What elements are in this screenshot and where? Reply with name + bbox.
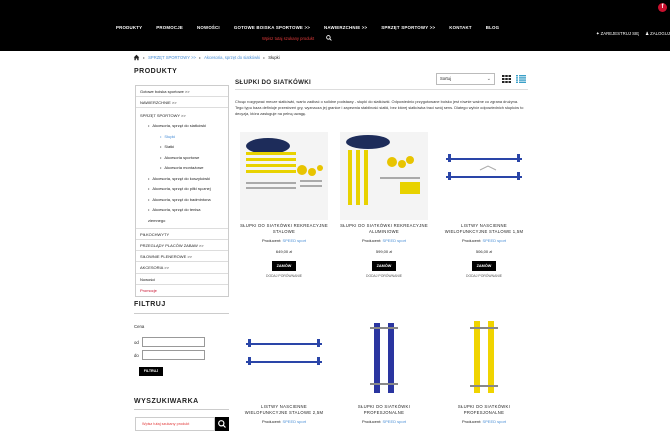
sidebar-item-silownie[interactable]: SIŁOWNIE PLENEROWE >> [136, 251, 228, 262]
product-name[interactable]: LISTWY NASCIENNE WIELOFUNKCYJNE STALOWE 2,5M [244, 404, 324, 415]
facebook-icon[interactable]: f [658, 3, 667, 12]
product-image[interactable] [240, 132, 328, 220]
product-card[interactable] [240, 313, 328, 424]
sidebar-sub-siatki[interactable]: • Siatki [160, 142, 224, 153]
sidebar-sub-akcesoria-sportowe[interactable]: • Akcesoria sportowe [160, 153, 224, 164]
search-icon [215, 417, 229, 431]
product-producer: Producent: SPEED sport [461, 238, 507, 243]
list-view-icon[interactable] [516, 75, 526, 83]
sort-value: Sortuj [440, 76, 451, 81]
breadcrumb-separator: ▸ [143, 55, 146, 60]
nav-nawierzchnie[interactable]: NAWIERZCHNIE >> [324, 25, 368, 30]
product-image[interactable] [340, 132, 428, 220]
header-search [262, 35, 332, 41]
sidebar-sub-koszykowka[interactable]: • Akcesoria, sprzęt do koszykówki [148, 174, 224, 185]
price-label: Cena [134, 324, 145, 329]
sidebar-title: PRODUKTY [134, 68, 178, 75]
product-card[interactable] [440, 313, 528, 424]
product-name[interactable]: SŁUPKI DO SIATKÓWKI REKREACYJNE STALOWE [240, 223, 328, 234]
filter-title: FILTRUJ [134, 301, 166, 308]
price-to-label: do [134, 352, 139, 358]
price-to-input[interactable] [142, 350, 205, 360]
sidebar-item-akcesoria[interactable]: AKCESORIA >> [136, 262, 228, 273]
producer-link[interactable]: SPEED sport [282, 419, 307, 424]
product-card[interactable] [240, 132, 328, 278]
search-icon[interactable] [326, 35, 332, 41]
product-name[interactable]: SŁUPKI DO SIATKÓWKI PROFESJONALNE [457, 404, 511, 415]
sidebar-sub-badminton[interactable]: • Akcesoria, sprzęt do badmintona [148, 195, 224, 206]
producer-link[interactable]: SPEED sport [382, 419, 407, 424]
nav-sprzet[interactable]: SPRZĘT SPORTOWY >> [381, 25, 436, 30]
filter-button[interactable]: FILTRUJ [139, 367, 163, 376]
main-nav [116, 25, 513, 30]
product-price: 599,00 zł [375, 249, 393, 254]
product-name[interactable]: SŁUPKI DO SIATKÓWKI REKREACYJNE ALUMINIOWE [340, 223, 428, 234]
product-name[interactable]: LISTWY NASCIENNE WIELOFUNKCYJNE STALOWE 1,5M [444, 223, 524, 234]
product-image[interactable] [440, 313, 528, 401]
sidebar-sub-slupki[interactable]: • Słupki [160, 132, 224, 143]
product-price: 649,00 zł [275, 249, 293, 254]
sidebar-item-sprzet-label[interactable]: SPRZĘT SPORTOWY >> [140, 113, 186, 119]
sidebar-item-przeglady[interactable]: PRZEGLĄDY PLACÓW ZABAW >> [136, 240, 228, 251]
home-icon[interactable] [133, 54, 140, 61]
sidebar-item-promocje[interactable]: Promocje [140, 287, 157, 293]
buy-button[interactable]: ZAMÓW [472, 261, 496, 271]
breadcrumb-separator: ▸ [263, 55, 266, 60]
compare-link[interactable]: DODAJ PORÓWNANIE [366, 274, 402, 278]
producer-link[interactable]: SPEED sport [482, 419, 507, 424]
buy-button[interactable]: ZAMÓW [372, 261, 396, 271]
grid-view-icon[interactable] [502, 75, 511, 83]
product-image[interactable] [240, 313, 328, 401]
compare-link[interactable]: DODAJ PORÓWNANIE [466, 274, 502, 278]
sidebar-item-sprzet [136, 108, 228, 229]
price-to-row [134, 350, 205, 360]
category-list [135, 85, 229, 297]
buy-button[interactable]: ZAMÓW [272, 261, 296, 271]
nav-blog[interactable]: BLOG [485, 25, 500, 30]
register-link[interactable]: ✦ ZAREJESTRUJ SIĘ [595, 31, 640, 36]
sidebar-sub-pilka-reczna[interactable]: • Akcesoria, sprzęt do piłki ręcznej [148, 184, 224, 195]
account-links [596, 31, 670, 37]
breadcrumb-sprzet[interactable]: SPRZĘT SPORTOWY >> [148, 55, 196, 60]
product-name[interactable]: SŁUPKI DO SIATKÓWKI PROFESJONALNE [357, 404, 411, 415]
product-card[interactable] [340, 132, 428, 278]
category-description: Chcąc rozgrywać mecze siatkówki, warto zadbać o solidne podstawy - słupki do siatkówki. Odpowiednio przygotowane boisko jest równie ważne co zgrana drużyna. Tego typu baza definiuje przestrzeń gry, wyznacza jej granice i zapewnia stabilność siatki, bez której siatkówka traci swój sens. Dlatego wybór odpowiednich słupków to decyzja, która zasługuje na pełną uwagę. [235, 99, 524, 116]
producer-link[interactable]: SPEED sport [482, 238, 507, 243]
divider [134, 313, 229, 314]
producer-link[interactable]: SPEED sport [382, 238, 407, 243]
product-producer: Producent: SPEED sport [261, 238, 307, 243]
product-card[interactable] [340, 313, 428, 424]
search-section-title: WYSZUKIWARKA [134, 398, 199, 405]
header-search-input[interactable]: Wpisz tutaj szukany produkt [262, 35, 315, 41]
chevron-down-icon: ⌄ [486, 76, 491, 82]
login-link[interactable]: ♟ ZALOGUJ [645, 31, 670, 36]
product-image[interactable] [340, 313, 428, 401]
product-image[interactable] [440, 132, 528, 220]
sidebar-sub-siatkowka[interactable]: • Akcesoria, sprzęt do siatkówki [148, 121, 224, 132]
breadcrumb-siatkowka[interactable]: Akcesoria, sprzęt do siatkówki [204, 55, 261, 60]
product-producer: Producent: SPEED sport [361, 419, 407, 424]
sidebar-item-boiska[interactable]: Gotowe boiska sportowe >> [136, 86, 228, 97]
price-from-input[interactable] [142, 337, 205, 347]
product-producer: Producent: SPEED sport [461, 419, 507, 424]
divider [235, 89, 528, 90]
producer-link[interactable]: SPEED sport [282, 238, 307, 243]
breadcrumb [133, 54, 280, 61]
product-producer: Producent: SPEED sport [261, 419, 307, 424]
sort-select[interactable] [436, 73, 495, 85]
breadcrumb-current: Słupki [268, 55, 280, 60]
nav-promocje[interactable]: PROMOCJE [156, 25, 183, 30]
sidebar-search-input[interactable]: Wpisz tutaj szukany produkt [135, 417, 215, 431]
price-from-row [134, 337, 205, 347]
sidebar-item-nowosci[interactable]: Nowości [136, 274, 228, 285]
sidebar-search-button[interactable] [215, 417, 229, 431]
site-header [0, 0, 670, 51]
nav-gotowe-boiska[interactable]: GOTOWE BOISKA SPORTOWE >> [233, 25, 311, 30]
product-card[interactable] [440, 132, 528, 278]
product-price: 506,00 zł [475, 249, 493, 254]
sidebar-item-nawierzchnie[interactable]: NAWIERZCHNIE >> [136, 97, 228, 108]
compare-link[interactable]: DODAJ PORÓWNANIE [266, 274, 302, 278]
nav-produkty[interactable]: PRODUKTY [116, 25, 143, 30]
nav-kontakt[interactable]: KONTAKT [449, 25, 472, 30]
sidebar-item-pilkochwyty[interactable]: PIŁKOCHWYTY [136, 229, 228, 240]
page-title: SŁUPKI DO SIATKÓWKI [235, 79, 312, 86]
sidebar-sub-akcesoria-montazowe[interactable]: • Akcesoria montażowe [160, 163, 224, 174]
breadcrumb-separator: ▸ [198, 55, 202, 60]
price-from-label: od [134, 339, 139, 345]
product-producer: Producent: SPEED sport [361, 238, 407, 243]
sidebar-sub-tenis[interactable]: • Akcesoria, sprzęt do tenisa ziemnego [148, 205, 218, 226]
divider [134, 409, 229, 410]
nav-nowosci[interactable]: NOWOŚCI [196, 25, 220, 30]
